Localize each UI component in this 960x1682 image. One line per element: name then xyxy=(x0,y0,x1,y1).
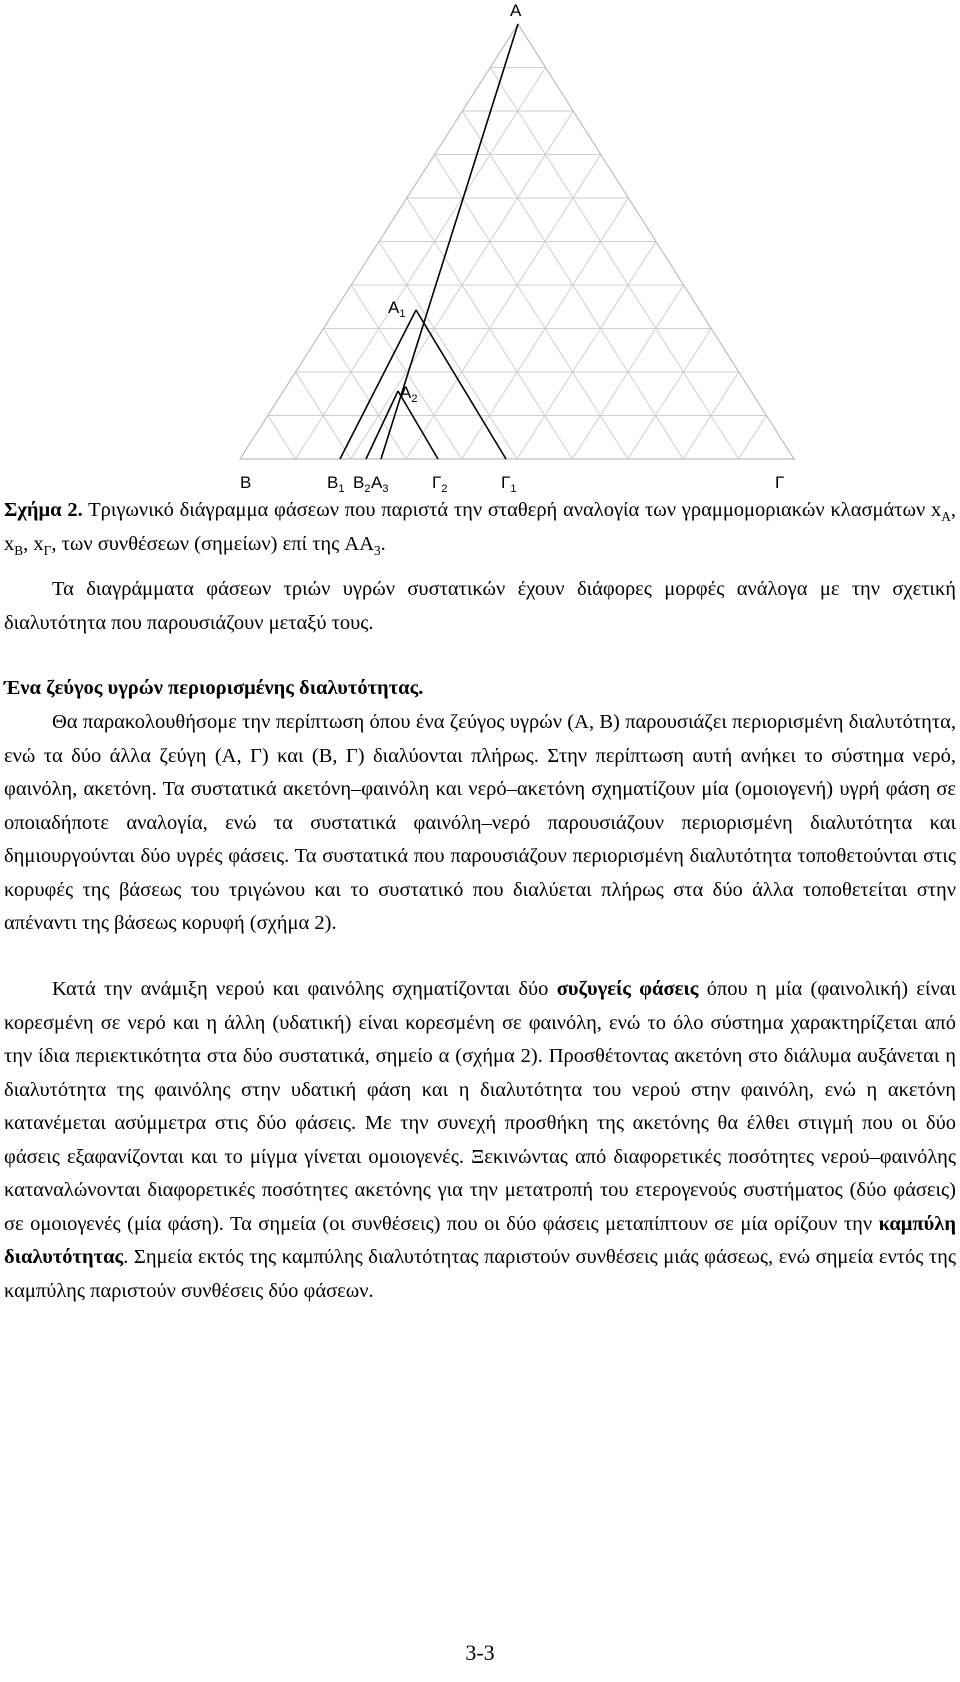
label-G1: $\Gamma_1$ xyxy=(501,473,517,495)
grid-line xyxy=(517,242,656,460)
label-B: B xyxy=(240,473,252,492)
caption-label: Σχήμα 2. xyxy=(4,499,83,521)
term-conjugate-phases: συζυγείς φάσεις xyxy=(556,978,699,1000)
section-heading: Ένα ζεύγος υγρών περιορισμένης διαλυτότητας. xyxy=(4,677,424,699)
grid-line xyxy=(379,242,517,460)
label-B1: $B_1$ xyxy=(327,473,345,495)
label-G: Γ xyxy=(775,473,785,492)
page-number: 3-3 xyxy=(465,1640,495,1665)
term-solubility-curve: καμπύλη διαλυτότητας xyxy=(4,1212,956,1268)
figure-caption: Σχήμα 2. Τριγωνικό διάγραμμα φάσεων που παριστά την σταθερή αναλογία των γραμμομοριακών κλασμάτων $x_A$, $x_B$, $x_\Gamma$, των συνθέσεων (σημείων) επί της $AA_3$. xyxy=(4,499,956,558)
label-A1: $A_1$ xyxy=(388,298,406,320)
grid-line xyxy=(406,155,601,460)
label-A: A xyxy=(510,1,522,20)
grid-line xyxy=(268,416,296,460)
line-A2-B2 xyxy=(366,391,398,459)
grid-line xyxy=(435,155,628,460)
label-A2: $A_2$ xyxy=(400,383,418,405)
vertex-labels xyxy=(240,1,784,495)
label-G2: $\Gamma_2$ xyxy=(432,473,448,495)
grid-line xyxy=(490,68,738,460)
paragraph-limited-solubility: Θα παρακολουθήσομε την περίπτωση όπου ένα ζεύγος υγρών (A, B) παρουσιάζει περιορισμένη διαλυτότητα, ενώ τα δύο άλλα ζεύγη (A, Γ) και (B, Γ) διαλύονται πλήρως. Στην περίπτωση αυτή ανήκει το σύστημα νερό, φαινόλη, ακετόνη. Τα συστατικά ακετόνη–φαινόλη και νερό–ακετόνη σχηματίζουν μία (ομοιογενή) υγρή φάση σε οποιαδήποτε αναλογία, ενώ τα συστατικά φαινόλη–νερό παρουσιάζουν περιορισμένη διαλυτότητα και δημιουργούνται δύο υγρές φάσεις. Τα συστατικά που παρουσιάζουν περιορισμένη διαλυτότητα τοποθετούνται στις κορυφές της βάσεως του τριγώνου και το συστατικό που διαλύεται πλήρως στα δύο άλλα τοποθετείται στην απέναντι της βάσεως κορυφή (σχήμα 2). xyxy=(4,711,956,934)
label-B2: $B_2$ xyxy=(353,473,371,495)
paragraph-mixing: Κατά την ανάμιξη νερού και φαινόλης σχηματίζονται δύο συζυγείς φάσεις όπου η μία (φαινολική) είναι κορεσμένη σε νερό και η άλλη (υδατική) είναι κορεσμένη σε φαινόλη, ενώ το όλο σύστημα χαρακτηρίζεται από την ίδια περιεκτικότητα στα δύο συστατικά, σημείο α (σχήμα 2). Προσθέτοντας ακετόνη στο διάλυμα αυξάνεται η διαλυτότητα της φαινόλης στην υδατική φάση και η διαλυτότητα του νερού στην φαινόλη, ενώ η ακετόνη κατανέμεται ασύμμετρα στις δύο φάσεις. Με την συνεχή προσθήκη της ακετόνης θα έλθει στιγμή που οι δύο φάσεις εξαφανίζονται και το μίγμα γίνεται ομοιογενές. Ξεκινώντας από διαφορετικές ποσότητες νερού–φαινόλης καταναλώνονται διαφορετικές ποσότητες ακετόνης για την μετατροπή του ετερογενούς συστήματος (δύο φάσεις) σε ομοιογενές (μία φάση). Τα σημεία (οι συνθέσεις) που οι δύο φάσεις μεταπίπτουν σε μία ορίζουν την καμπύλη διαλυτότητας. Σημεία εκτός της καμπύλης διαλυτότητας παριστούν συνθέσεις μιάς φάσεως, ενώ σημεία εντός της καμπύλης παριστούν συνθέσεις δύο φάσεων. xyxy=(4,978,956,1302)
grid-line xyxy=(628,329,711,460)
triangle-grid xyxy=(268,68,767,460)
paragraph-intro: Τα διαγράμματα φάσεων τριών υγρών συστατικών έχουν διάφορες μορφές ανάλογα με την σχετική διαλυτότητα που παρουσιάζουν μεταξύ τους. xyxy=(4,578,956,634)
grid-line xyxy=(739,416,767,460)
grid-line xyxy=(323,329,406,460)
ternary-phase-diagram xyxy=(0,0,960,500)
grid-line xyxy=(295,68,545,460)
label-A3: $A_3$ xyxy=(371,473,389,495)
